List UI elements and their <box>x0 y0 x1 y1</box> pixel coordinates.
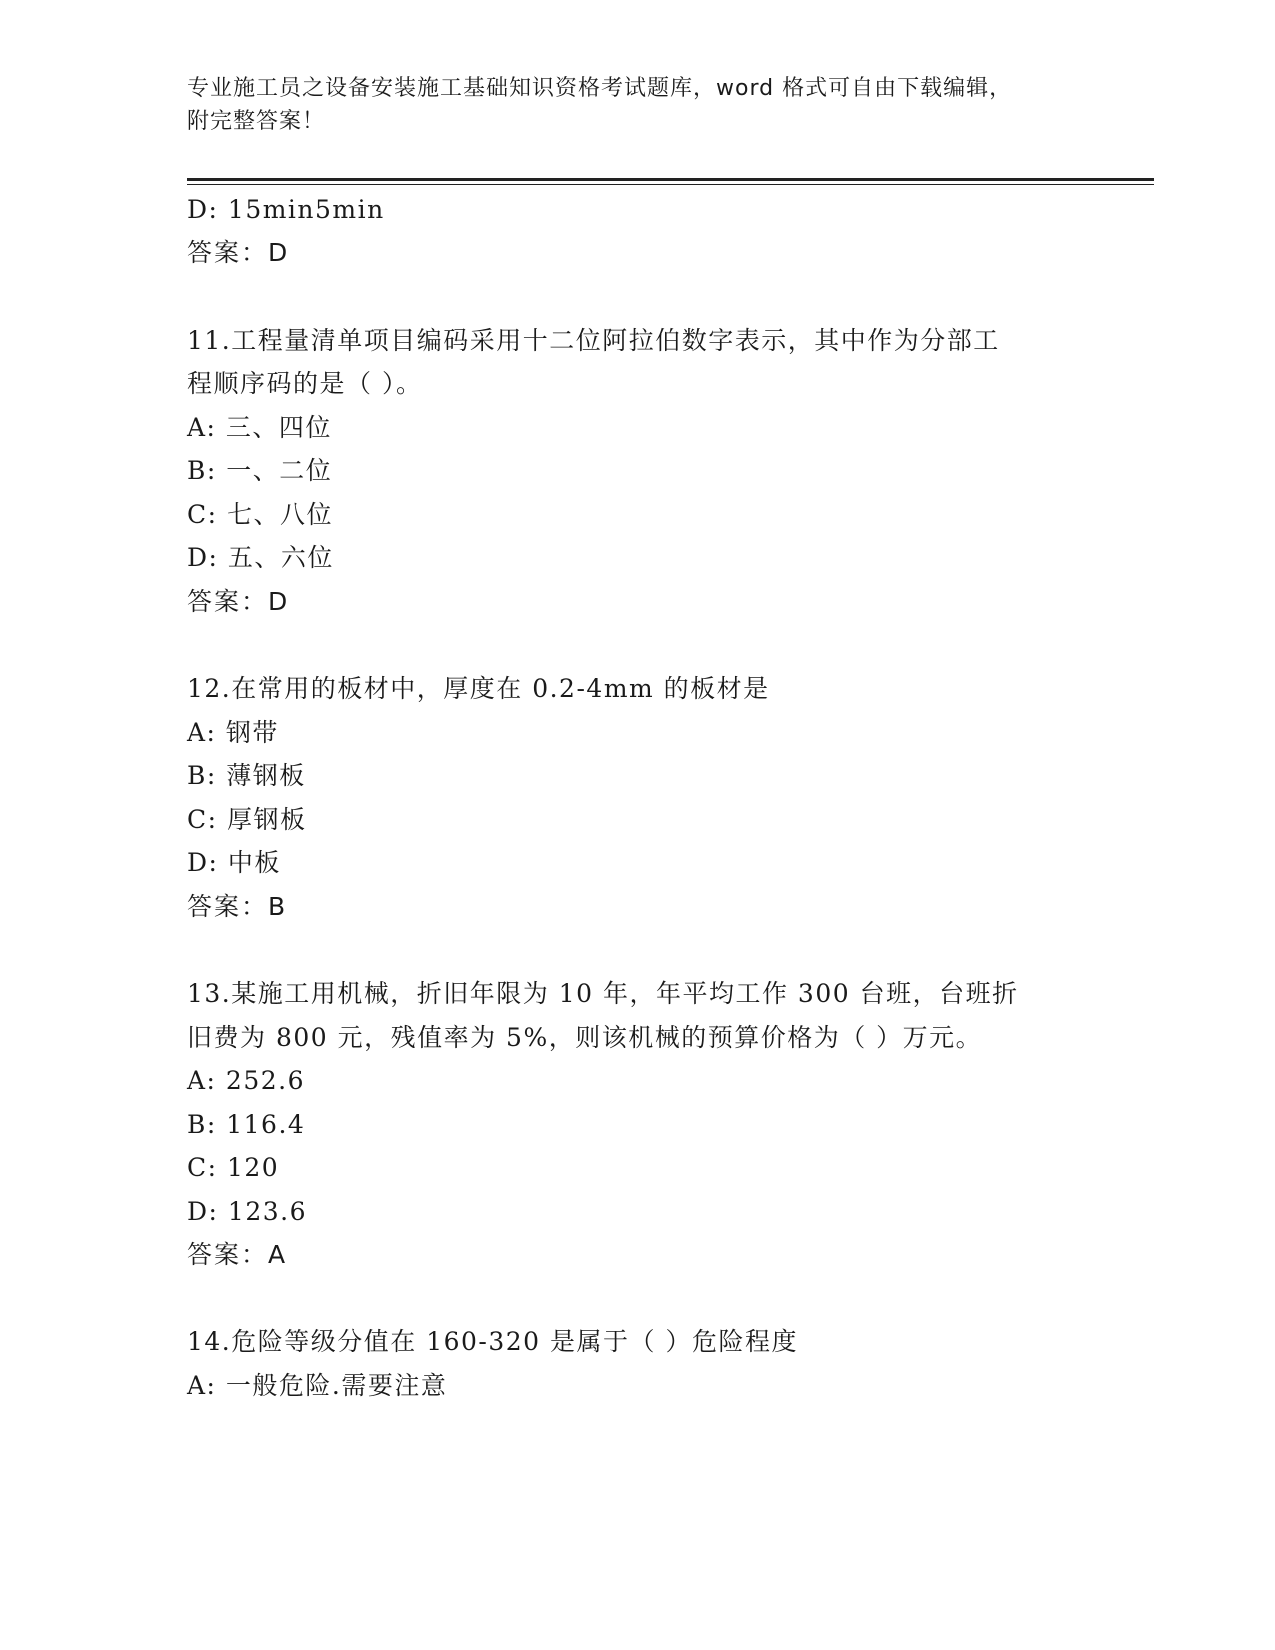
q11-answer: 答案：D <box>187 587 290 616</box>
q13-option-b: B: 116.4 <box>187 1110 306 1139</box>
q11-option-a: A: 三、四位 <box>187 413 332 442</box>
q12-answer: 答案：B <box>187 892 288 921</box>
q11-option-b: B: 一、二位 <box>187 456 333 485</box>
q13-option-d: D: 123.6 <box>187 1197 307 1226</box>
q13-stem-line-1: 13.某施工用机械，折旧年限为 10 年，年平均工作 300 台班，台班折 <box>187 979 1019 1008</box>
q14-option-a: A: 一般危险.需要注意 <box>187 1371 448 1400</box>
header-line-1: 专业施工员之设备安装施工基础知识资格考试题库，word 格式可自由下载编辑， <box>187 76 1013 101</box>
q11-stem-line-2: 程顺序码的是（ ）。 <box>187 369 423 398</box>
header-rule-thin <box>187 184 1154 185</box>
q13-option-a: A: 252.6 <box>187 1066 305 1095</box>
q12-option-b: B: 薄钢板 <box>187 761 306 790</box>
q12-option-d: D: 中板 <box>187 848 281 877</box>
header-line-2: 附完整答案！ <box>187 109 326 134</box>
prev-option-d: D: 15min5min <box>187 195 385 224</box>
q11-stem-line-1: 11.工程量清单项目编码采用十二位阿拉伯数字表示，其中作为分部工 <box>187 326 1000 355</box>
document-header <box>187 72 1047 138</box>
q14-stem-line-1: 14.危险等级分值在 160-320 是属于（ ）危险程度 <box>187 1327 798 1356</box>
q13-answer: 答案：A <box>187 1240 288 1269</box>
prev-answer: 答案：D <box>187 238 290 267</box>
q11-option-c: C: 七、八位 <box>187 500 333 529</box>
q12-stem-line-1: 12.在常用的板材中，厚度在 0.2-4mm 的板材是 <box>187 674 770 703</box>
q13-stem-line-2: 旧费为 800 元，残值率为 5%，则该机械的预算价格为（ ）万元。 <box>187 1023 983 1052</box>
q12-option-a: A: 钢带 <box>187 718 279 747</box>
header-rule-thick <box>187 178 1154 181</box>
q13-option-c: C: 120 <box>187 1153 280 1182</box>
q12-option-c: C: 厚钢板 <box>187 805 307 834</box>
q11-option-d: D: 五、六位 <box>187 543 334 572</box>
